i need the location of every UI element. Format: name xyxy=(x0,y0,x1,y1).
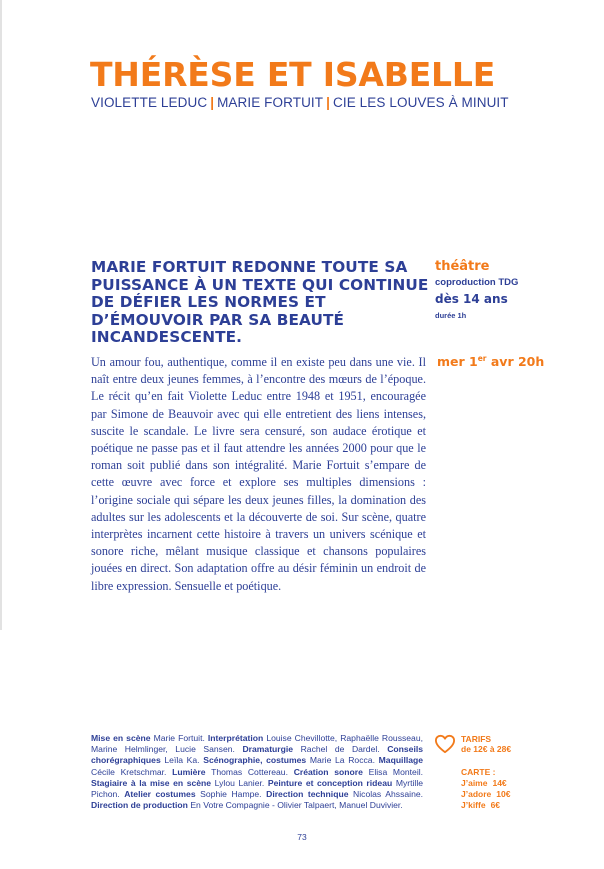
team-role: Dramaturgie xyxy=(242,744,294,755)
team-names: Cécile Kretschmar. xyxy=(91,766,167,777)
separator: | xyxy=(326,95,331,110)
card-price-row xyxy=(461,778,551,789)
team-role: Interprétation xyxy=(207,733,264,743)
genre: théâtre xyxy=(435,259,490,274)
team-names: Nicolas Ahssaine. xyxy=(353,789,424,800)
separator: | xyxy=(210,95,215,110)
team-role: Peinture et conception rideau xyxy=(267,777,393,788)
team-names: Sophie Hampe. xyxy=(200,789,262,800)
date-time: avr 20h xyxy=(486,354,545,369)
card-label: CARTE : xyxy=(461,767,496,777)
team-names: Lylou Lanier. xyxy=(214,777,265,788)
team-role: Atelier costumes xyxy=(124,789,196,800)
team-role: Direction de production xyxy=(91,800,188,811)
page-fold-line xyxy=(0,0,2,630)
team-names: En Votre Compagnie - Olivier Talpaert, Manuel Duvivier. xyxy=(190,800,403,811)
team-role: Stagiaire à la mise en scène xyxy=(91,777,212,788)
team-role: Mise en scène xyxy=(91,733,151,743)
team-names: Elisa Monteil. xyxy=(368,766,424,777)
team-role: Scénographie, costumes xyxy=(203,755,307,766)
author-name: VIOLETTE LEDUC xyxy=(91,95,208,110)
team-credits xyxy=(91,733,423,811)
team-role: Création sonore xyxy=(293,766,363,777)
tarifs-range: de 12€ à 28€ xyxy=(461,744,512,754)
team-names: Marie Fortuit. xyxy=(153,733,205,743)
card-price-row xyxy=(461,800,551,811)
coproduction: coproduction TDG xyxy=(435,277,519,288)
date-day: mer 1 xyxy=(437,354,478,369)
team-names: Leïla Ka. xyxy=(164,755,200,766)
age-rating: dès 14 ans xyxy=(435,292,508,306)
card-price: 10€ xyxy=(496,789,511,799)
team-names: Marie La Rocca. xyxy=(309,755,375,766)
card-tier: J’kiffe xyxy=(461,800,486,810)
tarifs-block xyxy=(461,734,551,811)
show-info xyxy=(435,258,575,322)
headline: MARIE FORTUIT REDONNE TOUTE SA PUISSANCE À UN TEXTE QUI CONTINUE DE DÉFIER LES NORMES ET D’ÉMOUVOIR PAR SA BEAUTÉ INCANDESCENTE. xyxy=(91,258,429,346)
team-names: Myrtille Pichon. xyxy=(91,777,424,800)
card-tier: J’adore xyxy=(461,789,492,799)
team-names: Thomas Cottereau. xyxy=(211,766,288,777)
team-names: Rachel de Dardel. xyxy=(300,744,380,755)
team-role: Lumière xyxy=(172,766,206,777)
heart-icon xyxy=(434,734,456,754)
card-price-row xyxy=(461,789,551,800)
company-name: CIE LES LOUVES À MINUIT xyxy=(333,95,509,110)
team-role: Maquillage xyxy=(378,755,424,766)
show-title: THÉRÈSE ET ISABELLE xyxy=(90,55,496,94)
team-role: Conseils chorégraphiques xyxy=(91,744,424,766)
card-price: 6€ xyxy=(490,800,501,810)
credits-line xyxy=(91,95,509,110)
description: Un amour fou, authentique, comme il en existe peu dans une vie. Il naît entre deux jeunes femmes, à l’encontre des mœurs de l’époque. Le récit qu’en fait Violette Leduc entre 1948 et 1951, encouragée par Simone de Beauvoir avec qui elle entretient des liens intenses, suscite le scandale. Le livre sera censuré, son audace érotique et poétique ne passe pas et il faut attendre les années 2000 pour que le roman soit publié dans son intégralité. Marie Fortuit s’empare de cette œuvre avec force et explore ses multiples dimensions : l’origine sociale qui sépare les deux jeunes filles, la domination des adultes sur les adolescents et la découverte de soi. Sur scène, quatre interprètes incarnent cette histoire à travers un univers scénique et sonore riche, mêlant musique classique et chansons populaires jouées en direct. Son adaptation offre au désir féminin un endroit de libre expression. Sensuelle et poétique. xyxy=(91,355,426,593)
tarifs-title: TARIFS xyxy=(461,734,492,744)
director-name: MARIE FORTUIT xyxy=(217,95,324,110)
page-number: 73 xyxy=(297,832,307,842)
team-names: Louise Chevillotte, Raphaëlle Rousseau, Marine Helmlinger, Lucie Sansen. xyxy=(91,733,424,755)
date-ordinal: er xyxy=(477,354,487,363)
card-tier: J’aime xyxy=(461,778,488,788)
performance-date xyxy=(437,354,544,369)
card-price: 14€ xyxy=(492,778,507,788)
duration: durée 1h xyxy=(435,311,467,320)
team-role: Direction technique xyxy=(266,789,349,800)
